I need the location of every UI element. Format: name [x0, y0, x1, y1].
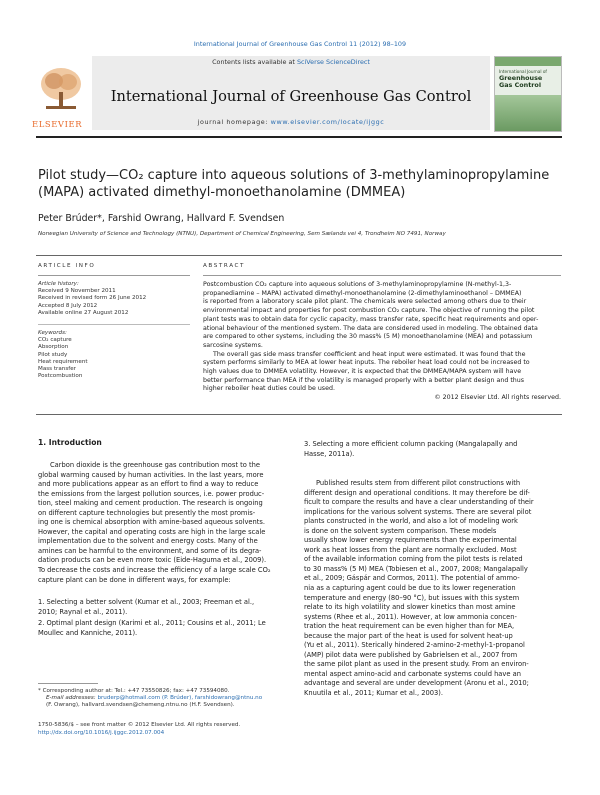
abstract-line: system performs similarly to MEA at lower heat inputs. The reboiler heat load could not be increased to [203, 359, 530, 367]
body-line: because the major part of the heat is used for solvent heat-up [304, 631, 513, 640]
cover-image-area [495, 95, 561, 131]
contents-line [92, 58, 490, 66]
body-line: different design and operational conditions. It may therefore be dif- [304, 488, 530, 497]
keyword-item: CO₂ capture [38, 337, 72, 344]
abstract-line: The overall gas side mass transfer coefficient and heat input were estimated. It was found that the [213, 350, 526, 358]
body-line: (Yu et al., 2011). Sterically hindered 2-amino-2-methyl-1-propanol [304, 641, 525, 650]
body-line: (AMP) pilot data were published by Gabrielsen et al., 2007 from [304, 650, 518, 659]
body-line: is done on the solvent system comparison. These models [304, 526, 497, 535]
author-list: Peter Brúder*, Farshid Owrang, Hallvard F. Svendsen [38, 213, 285, 224]
improvement-list [38, 598, 296, 638]
improvement-list-continued [304, 440, 562, 459]
keyword-item: Pilot study [38, 351, 68, 358]
body-line: To decrease the costs and increase the efficiency of a large scale CO₂ [38, 566, 271, 575]
body-line: Carbon dioxide is the greenhouse gas contribution most to the [50, 461, 260, 469]
body-line: tration the heat requirement can be even higher than for MEA, [304, 622, 515, 631]
title-line-1: Pilot study—CO₂ capture into aqueous solutions of 3-methylaminopropylamine [38, 168, 550, 183]
cover-top-band [495, 57, 561, 66]
corresponding-author: * Corresponding author at: Tel.: +47 73550826; fax: +47 73594080. [38, 688, 230, 694]
keyword-item: Mass transfer [38, 366, 76, 373]
article-title [38, 167, 578, 201]
body-line: implementation due to the solvent and energy costs. Many of the [38, 537, 258, 546]
body-line: ing one is chemical absorption with amine-based aqueous solvents. [38, 518, 265, 527]
footnote-rule [38, 683, 98, 684]
email-addresses-continued: (F. Owrang), hallvard.svendsen@chemeng.ntnu.no (H.F. Svendsen). [46, 702, 235, 709]
history-revised: Received in revised form 26 June 2012 [38, 295, 147, 302]
list-item: 1. Selecting a better solvent (Kumar et al., 2003; Freeman et al., [38, 598, 255, 606]
homepage-prefix: journal homepage: [197, 118, 271, 126]
keyword-item: Absorption [38, 344, 69, 351]
body-line: Published results stem from different pilot constructions with [316, 479, 521, 487]
history-label: Article history: [38, 281, 79, 287]
cover-line-1: International Journal of [499, 69, 547, 74]
publisher-logo-text: ELSEVIER [32, 119, 83, 129]
abstract-rule [203, 275, 561, 276]
history-accepted: Accepted 8 July 2012 [38, 302, 98, 309]
abstract-line: are compared to other systems, including the 30 mass% (5 M) monoethanolamine (MEA) and potassium [203, 333, 533, 341]
doi-link[interactable]: http://dx.doi.org/10.1016/j.ijggc.2012.07.004 [38, 730, 165, 736]
copyright-line: © 2012 Elsevier Ltd. All rights reserved. [434, 394, 561, 402]
title-rule [36, 255, 562, 256]
abstract-line: better performance than MEA if the volatility is managed properly with a better plant design and thus [203, 376, 525, 384]
title-line-2: (MAPA) activated dimethyl-monoethanolamine (DMMEA) [38, 185, 406, 200]
affiliation: Norwegian University of Science and Technology (NTNU), Department of Chemical Engineering, Sem Sælands vei 4, Trondheim NO 7491, Norway [38, 231, 446, 237]
journal-cover-thumbnail [494, 56, 562, 132]
body-line: tion, steel making and cement production. The research is ongoing [38, 499, 263, 508]
keywords-rule [38, 324, 190, 325]
body-line: amines can be harmful to the environment, and some of its degra- [38, 546, 262, 555]
abstract-line: propanediamine – MAPA) activated dimethyl-monoethanolamine (2-dimethylaminoethanol – DMMEA) [203, 289, 522, 297]
body-line: of the available information coming from the pilot tests is related [304, 555, 523, 564]
introduction-paragraph-2 [304, 479, 562, 699]
article-history [38, 281, 193, 317]
abstract-line: high values due to DMMEA volatility. However, it is expected that the DMMEA/MAPA system will have [203, 368, 522, 376]
elsevier-tree-logo-icon [36, 64, 86, 116]
contents-prefix: Contents lists available at [212, 58, 297, 66]
abstract-heading: ABSTRACT [203, 263, 246, 269]
abstract-line: sarcosine systems. [203, 341, 263, 349]
body-line: Knuutila et al., 2011; Kumar et al., 2003). [304, 689, 443, 698]
body-line: work as heat losses from the plant are normally excluded. Most [304, 545, 517, 554]
body-line: ficult to compare the results and have a clear understanding of their [304, 498, 534, 507]
keyword-item: Postcombustion [38, 373, 83, 380]
journal-reference[interactable]: International Journal of Greenhouse Gas Control 11 (2012) 98–109 [193, 40, 407, 48]
abstract-bottom-rule [36, 414, 562, 415]
header-rule [36, 136, 562, 138]
list-item: 2010; Raynal et al., 2011). [38, 607, 128, 616]
abstract-line: Postcombustion CO₂ capture into aqueous solutions of 3-methylaminopropylamine (N-methyl-1,3- [203, 281, 512, 288]
body-line: However, the capital and operating costs are high in the large scale [38, 527, 266, 536]
body-line: the emissions from the largest pollution sources, i.e. power produc- [38, 489, 265, 498]
cover-line-3: Gas Control [499, 81, 542, 89]
abstract-line: environmental impact and properties for post combustion CO₂ capture. The objective of running the pilot [203, 307, 535, 315]
keyword-item: Heat requirement [38, 358, 88, 365]
body-line: nia as a capturing agent could be due to its lower regeneration [304, 584, 516, 593]
abstract-line: ational behaviour of the mentioned system. The data are considered used in modeling. The obtained data [203, 324, 538, 332]
introduction-paragraph-1 [38, 461, 296, 585]
abstract-line: is reported from a laboratory scale pilot plant. The chemicals were selected among others due to their [203, 298, 527, 306]
body-line: plants constructed in the world, and also a lot of modeling work [304, 517, 518, 526]
article-info-rule [38, 275, 190, 276]
body-line: systems (Rhee et al., 2011). However, at low ammonia concen- [304, 612, 517, 621]
article-info-heading: ARTICLE INFO [38, 263, 96, 269]
body-line: to 30 mass% (5 M) MEA (Tobiesen et al., 2007, 2008; Mangalapally [304, 564, 528, 573]
body-line: advantage and several are under development (Aronu et al., 2010; [304, 679, 529, 688]
issn-line: 1750-5836/$ – see front matter © 2012 Elsevier Ltd. All rights reserved. [38, 722, 241, 728]
body-line: relate to its high volatility and slower kinetics than most amine [304, 603, 516, 612]
body-line: the same pilot plant as used in the present study. From an environ- [304, 660, 529, 669]
history-received: Received 9 November 2011 [38, 288, 116, 295]
list-item: Hasse, 2011a). [304, 449, 355, 458]
email-label: E-mail addresses: [46, 695, 96, 702]
body-line: usually show lower energy requirements than the experimental [304, 536, 517, 545]
abstract-line: plant tests was to obtain data for cyclic capacity, mass transfer rate, specific heat requirements and oper- [203, 315, 539, 323]
body-line: capture plant can be done in different ways, for example: [38, 575, 231, 584]
list-item: 3. Selecting a more efficient column packing (Mangalapally and [304, 440, 518, 448]
footnote [38, 688, 296, 710]
abstract-text [203, 281, 561, 403]
cover-line-2: Greenhouse [499, 74, 543, 82]
list-item: 2. Optimal plant design (Karimi et al., 2011; Cousins et al., 2011; Le [38, 619, 266, 628]
journal-title: International Journal of Greenhouse Gas Control [110, 88, 472, 105]
sciencedirect-link[interactable]: SciVerse ScienceDirect [296, 58, 370, 66]
email-addresses[interactable]: bruderp@hotmail.com (P. Brúder), farshidowrang@ntnu.no [97, 695, 263, 702]
list-item: Moullec and Kanniche, 2011). [38, 628, 138, 637]
abstract-line: higher reboiler heat duties could be used. [203, 385, 335, 393]
body-line: et al., 2009; Gáspár and Cormos, 2011). The potential of ammo- [304, 574, 520, 583]
keywords-label: Keywords: [38, 330, 67, 336]
body-line: implications for the various solvent systems. There are several pilot [304, 507, 532, 516]
body-line: global warming caused by human activities. In the last years, more [38, 470, 264, 479]
homepage-link[interactable]: www.elsevier.com/locate/ijggc [270, 118, 385, 126]
body-line: and more publications appear as an effort to find a way to reduce [38, 480, 259, 489]
body-line: on different capture technologies but presently the most promis- [38, 508, 256, 517]
body-line: dation products can be even more toxic (Eide-Haguma et al., 2009). [38, 556, 267, 565]
history-online: Available online 27 August 2012 [38, 309, 129, 316]
homepage-line [92, 118, 490, 126]
body-line: mental aspect amino-acid and carbonate systems could have an [304, 669, 521, 678]
body-line: temperature and energy (80–90 °C), but issues with this system [304, 593, 520, 602]
keywords-block [38, 330, 193, 380]
section-heading: 1. Introduction [38, 438, 102, 447]
